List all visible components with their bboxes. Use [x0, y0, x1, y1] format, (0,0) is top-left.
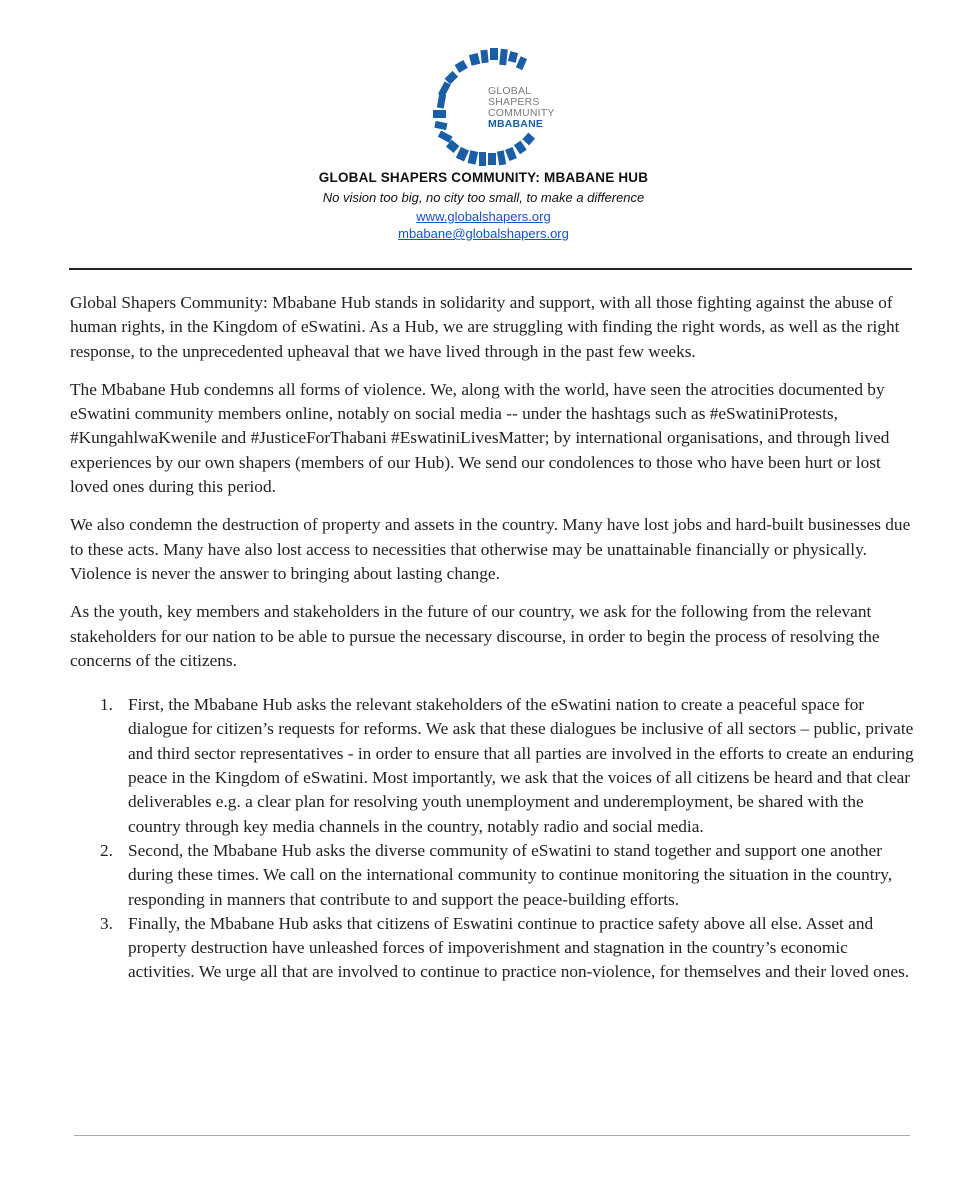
list-number: 1.: [100, 695, 113, 715]
letterhead: [0, 168, 967, 242]
requests-list: [70, 693, 915, 985]
list-item: [70, 693, 915, 839]
list-item: [70, 912, 915, 985]
paragraph: As the youth, key members and stakeholders in the future of our country, we ask for the following from the relevant stakeholders for our nation to be able to pursue the necessary discourse, in order to begin the process of resolving the concerns of the citizens.: [70, 602, 880, 670]
list-number: 2.: [100, 840, 113, 860]
list-item-text: Second, the Mbabane Hub asks the diverse community of eSwatini to stand together and support one another during these times. We call on the international community to continue monitoring the situation in the country, responding in manners that contribute to and support the peace-building efforts.: [128, 840, 893, 909]
hub-tagline: No vision too big, no city too small, to make a difference: [322, 190, 645, 205]
email-link[interactable]: mbabane@globalshapers.org: [398, 226, 569, 241]
list-item-text: First, the Mbabane Hub asks the relevant stakeholders of the eSwatini nation to create a peaceful space for dialogue for citizen’s requests for reforms. We ask that these dialogues be inclusive of all sectors – public, private and third sector representatives - in order to ensure that all parties are involved in the efforts to create an enduring peace in the Kingdom of eSwatini. Most importantly, we ask that the voices of all citizens be heard and that clear deliverables e.g. a clear plan for resolving youth unemployment and underemployment, be shared with the country through key media channels in the country, notably radio and social media.: [128, 695, 914, 836]
header-divider: [69, 268, 912, 270]
logo-line-city: MBABANE: [488, 118, 544, 130]
hub-title: GLOBAL SHAPERS COMMUNITY: MBABANE HUB: [318, 170, 649, 185]
logo-line-global: GLOBAL: [488, 85, 532, 97]
paragraph: The Mbabane Hub condemns all forms of violence. We, along with the world, have seen the atrocities documented by eSwatini community members online, notably on social media -- under the hashtags such as #eSwatiniProtests, #KungahlwaKwenile and #JusticeForThabani #EswatiniLivesMatter; by international organisations, and through lived experiences by our own shapers (members of our Hub). We send our condolences to those who have been hurt or lost loved ones during this period.: [70, 379, 890, 497]
paragraph: Global Shapers Community: Mbabane Hub stands in solidarity and support, with all those fighting against the abuse of human rights, in the Kingdom of eSwatini. As a Hub, we are struggling with finding the right words, as well as the right response, to the unprecedented upheaval that we have lived through in the past few weeks.: [70, 293, 900, 361]
website-link[interactable]: www.globalshapers.org: [416, 209, 551, 224]
list-item: [70, 839, 915, 912]
list-item-text: Finally, the Mbabane Hub asks that citizens of Eswatini continue to practice safety above all else. Asset and property destruction have unleashed forces of impoverishment and stagnation in the country’s economic activities. We urge all that are involved to continue to practice non-violence, for themselves and their loved ones.: [128, 913, 910, 982]
logo-line-community: COMMUNITY: [488, 107, 555, 119]
logo-line-shapers: SHAPERS: [488, 96, 540, 108]
list-number: 3.: [100, 913, 113, 933]
footer-divider: [74, 1135, 910, 1136]
statement-body: [70, 291, 915, 985]
logo-wordmark: [488, 86, 555, 130]
paragraph: We also condemn the destruction of property and assets in the country. Many have lost jobs and hard-built businesses due to these acts. Many have also lost access to necessities that otherwise may be unattainable financially or physically. Violence is never the answer to bringing about lasting change.: [70, 515, 911, 583]
